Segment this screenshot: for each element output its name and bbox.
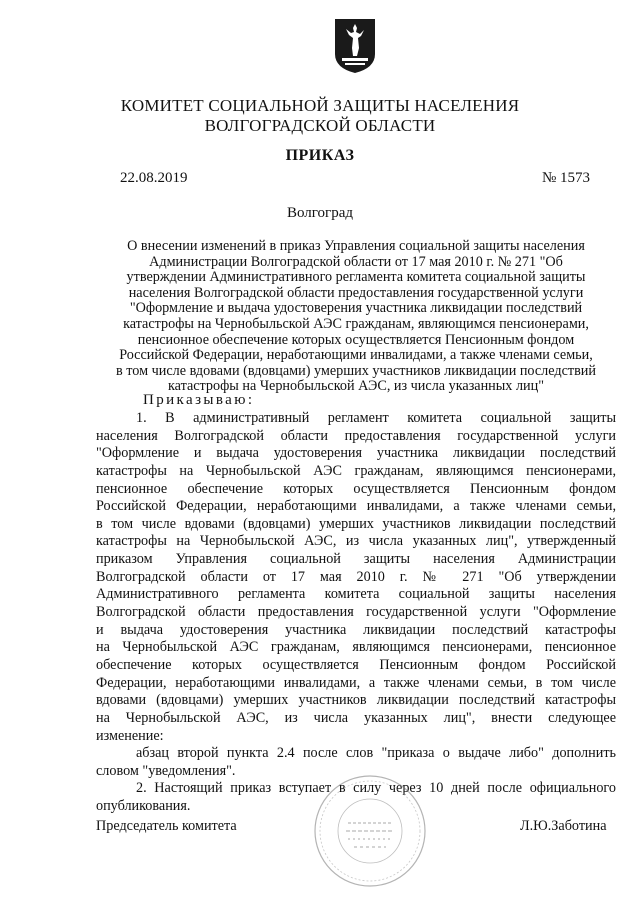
volgograd-coat-of-arms-icon <box>334 18 376 74</box>
document-body <box>96 410 616 816</box>
body-line: в том числе вдовами (вдовцами) умерших участников ликвидации последствий <box>96 515 616 532</box>
subject-line: утверждении Административного регламента комитета социальной защиты <box>126 269 586 286</box>
body-line: абзац второй пункта 2.4 после слов "приказа о выдаче либо" дополнить <box>136 745 616 762</box>
decree-word: Приказываю: <box>143 392 255 408</box>
city: Волгоград <box>286 205 353 221</box>
subject-line: О внесении изменений в приказ Управления социальной защиты населения <box>127 238 585 254</box>
body-line: 2. Настоящий приказ вступает в силу через 10 дней после официального <box>136 780 616 797</box>
body-line: пенсионное обеспечение которых осуществляется Пенсионным фондом <box>96 480 616 497</box>
subject-line: населения Волгоградской области предоставления государственной услуги <box>128 284 584 301</box>
subject-line: Администрации Волгоградской области от 17 мая 2010 г. № 271 "Об <box>149 253 563 270</box>
document-type: ПРИКАЗ <box>285 147 355 164</box>
subject-line: "Оформление и выдача удостоверения участника ликвидации последствий <box>129 300 583 317</box>
signatory-name: Л.Ю.Заботина <box>520 818 607 834</box>
body-line: Российской Федерации, неработающими инвалидами, а также членами семьи, <box>96 498 616 515</box>
body-line: Федерации, неработающими инвалидами, а также членами семьи, в том числе <box>96 674 616 691</box>
body-line: словом "уведомления". <box>96 762 236 779</box>
body-line: обеспечение которых осуществляется Пенсионным фондом Российской <box>96 656 616 673</box>
body-line: на Чернобыльской АЭС, из числа указанных лиц", внести следующее <box>96 709 616 726</box>
org-name-line1: КОМИТЕТ СОЦИАЛЬНОЙ ЗАЩИТЫ НАСЕЛЕНИЯ <box>120 96 520 115</box>
subject-line: в том числе вдовами (вдовцами) умерших участников ликвидации последствий <box>116 362 596 379</box>
subject-line: катастрофы на Чернобыльской АЭС, из числа указанных лиц" <box>167 378 545 395</box>
body-line: изменение: <box>96 727 164 744</box>
signatory-title: Председатель комитета <box>96 818 237 834</box>
body-line: населения Волгоградской области предоставления государственной услуги <box>96 427 616 444</box>
body-line: и выдача удостоверения участника ликвидации последствий катастрофы <box>96 621 616 638</box>
body-line: вдовами (вдовцами) умерших участников ликвидации последствий катастрофы <box>96 692 616 709</box>
subject-line: пенсионное обеспечение которых осуществляется Пенсионным фондом <box>137 331 575 348</box>
document-number: № 1573 <box>542 170 591 186</box>
body-line: на Чернобыльской АЭС гражданам, являющимся пенсионерами, пенсионное <box>96 639 616 656</box>
body-line: опубликования. <box>96 798 191 815</box>
document-date: 22.08.2019 <box>120 170 188 186</box>
body-line: 1. В административный регламент комитета социальной защиты <box>136 410 616 426</box>
body-line: Волгоградской области предоставления государственной услуги "Оформление <box>96 604 616 621</box>
body-line: "Оформление и выдача удостоверения участника ликвидации последствий <box>96 445 616 462</box>
body-line: приказом Управления социальной защиты населения Администрации <box>96 551 616 568</box>
org-name-line2: ВОЛГОГРАДСКОЙ ОБЛАСТИ <box>204 116 436 135</box>
subject-line: Российской Федерации, неработающими инвалидами, а также членами семьи, <box>119 347 593 364</box>
document-subject <box>96 239 616 395</box>
official-round-stamp-icon <box>312 773 428 889</box>
body-line: катастрофы на Чернобыльской АЭС гражданам, являющимся пенсионерами, <box>96 462 616 479</box>
body-line: Административного регламента комитета социальной защиты населения <box>96 586 616 603</box>
body-line: катастрофы на Чернобыльской АЭС, из числа указанных лиц", утвержденный <box>96 533 616 550</box>
subject-line: катастрофы на Чернобыльской АЭС гражданам, являющимся пенсионерами, <box>123 315 589 332</box>
body-line: Волгоградской области от 17 мая 2010 г. № 271 "Об утверждении <box>96 568 616 585</box>
